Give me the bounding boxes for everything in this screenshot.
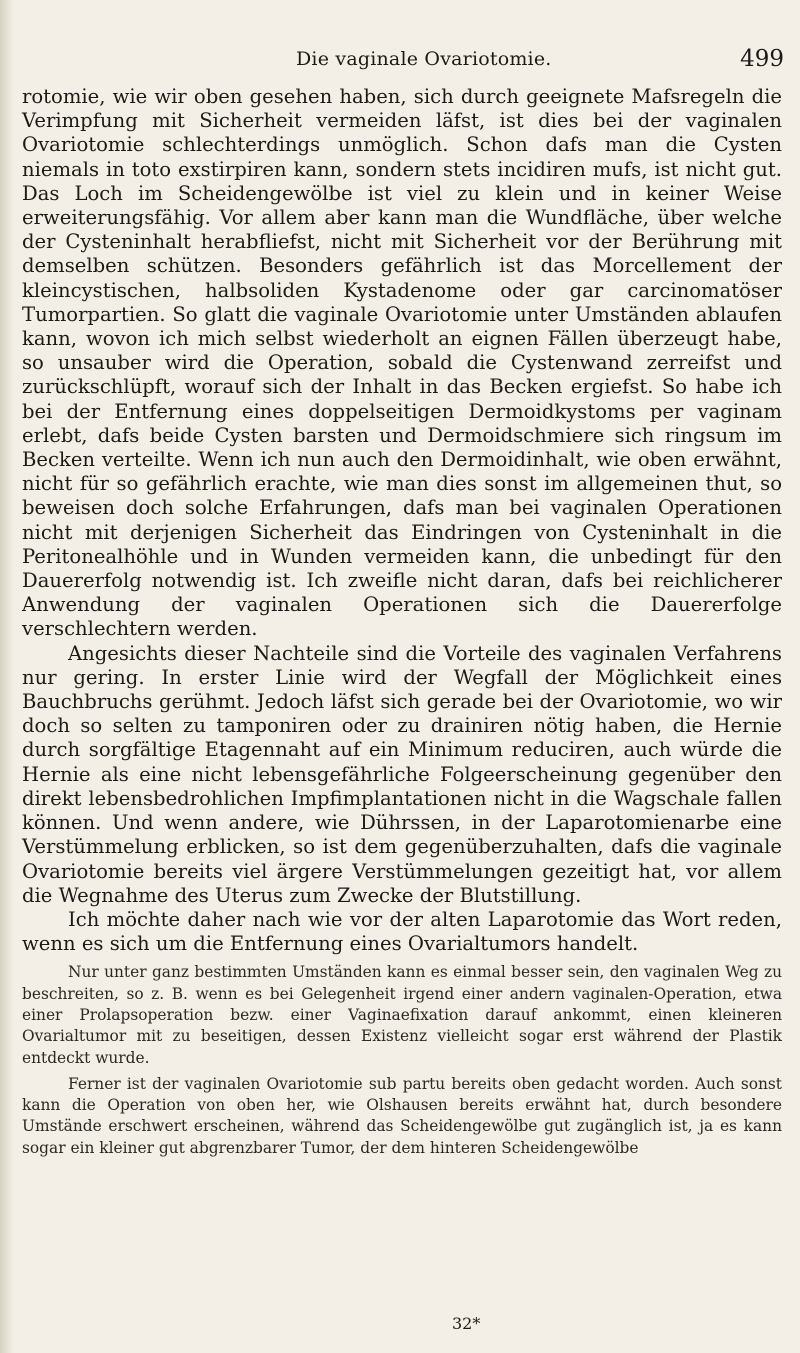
page-header	[24, 40, 784, 80]
paragraph-3: Ich möchte daher nach wie vor der alten Laparotomie das Wort reden, wenn es sich um die Entfernung eines Ovarialtumors handelt.	[22, 907, 782, 956]
body-text	[22, 85, 782, 1159]
paragraph-1: rotomie, wie wir oben gesehen haben, sich durch geeignete Mafsregeln die Verimpfung mit Sicherheit vermeiden läfst, ist dies bei der vaginalen Ovariotomie schlechterdings unmöglich. Schon dafs man die Cysten niemals in toto exstirpiren kann, sondern stets incidiren mufs, ist nicht gut. Das Loch im Scheidengewölbe ist viel zu klein und in keiner Weise erweiterungsfähig. Vor allem aber kann man die Wundfläche, über welche der Cysteninhalt herabfliefst, nicht mit Sicherheit vor der Berührung mit demselben schützen. Besonders gefährlich ist das Morcellement der kleincystischen, halbsoliden Kystadenome oder gar carcinomatöser Tumorpartien. So glatt die vaginale Ovariotomie unter Umständen ablaufen kann, wovon ich mich selbst wiederholt an eignen Fällen überzeugt habe, so unsauber wird die Operation, sobald die Cystenwand zerreifst und zurückschlüpft, worauf sich der Inhalt in das Becken ergiefst. So habe ich bei der Entfernung eines doppelseitigen Dermoidkystoms per vaginam erlebt, dafs beide Cysten barsten und Dermoidschmiere sich ringsum im Becken verteilte. Wenn ich nun auch den Dermoidinhalt, wie oben erwähnt, nicht für so gefährlich erachte, wie man dies sonst im allgemeinen thut, so beweisen doch solche Erfahrungen, dafs man bei vaginalen Operationen nicht mit derjenigen Sicherheit das Eindringen von Cysteninhalt in die Peritonealhöhle und in Wunden vermeiden kann, die unbedingt für den Dauererfolg notwendig ist. Ich zweifle nicht daran, dafs bei reichlicherer Anwendung der vaginalen Operationen sich die Dauererfolge verschlechtern werden.	[22, 85, 782, 641]
paragraph-2: Angesichts dieser Nachteile sind die Vorteile des vaginalen Verfahrens nur gering. In erster Linie wird der Wegfall der Möglichkeit eines Bauchbruchs gerühmt. Jedoch läfst sich gerade bei der Ovariotomie, wo wir doch so selten zu tamponiren oder zu drainiren nötig haben, die Hernie durch sorgfältige Etagennaht auf ein Minimum reduciren, auch würde die Hernie als eine nicht lebensgefährliche Folgeerscheinung gegenüber den direkt lebensbedrohlichen Impfimplantationen nicht in die Wagschale fallen können. Und wenn andere, wie Dührssen, in der Laparotomienarbe eine Verstümmelung erblicken, so ist dem gegenüberzuhalten, dafs die vaginale Ovariotomie bereits viel ärgere Verstümmelungen gezeitigt hat, vor allem die Wegnahme des Uterus zum Zwecke der Blutstillung.	[22, 641, 782, 907]
running-title: Die vaginale Ovariotomie.	[296, 48, 552, 70]
small-print-paragraph-1: Nur unter ganz bestimmten Umständen kann es einmal besser sein, den vaginalen Weg zu beschreiten, so z. B. wenn es bei Gelegenheit irgend einer andern vaginalen-Operation, etwa einer Prolapsoperation bezw. einer Vaginaefixation darauf ankommt, einen kleineren Ovarialtumor mit zu beseitigen, dessen Existenz vielleicht sogar erst während der Plastik entdeckt wurde.	[22, 963, 782, 1067]
small-print-section	[22, 962, 782, 1159]
small-print-paragraph-2: Ferner ist der vaginalen Ovariotomie sub partu bereits oben gedacht worden. Auch sonst kann die Operation von oben her, wie Olshausen bereits erwähnt hat, durch besondere Umstände erschwert erscheinen, während das Scheidengewölbe gut zugänglich ist, ja es kann sogar ein kleiner gut abgrenzbarer Tumor, der dem hinteren Scheidengewölbe	[22, 1074, 782, 1157]
signature-mark: 32*	[452, 1314, 481, 1333]
page-number: 499	[740, 46, 784, 72]
